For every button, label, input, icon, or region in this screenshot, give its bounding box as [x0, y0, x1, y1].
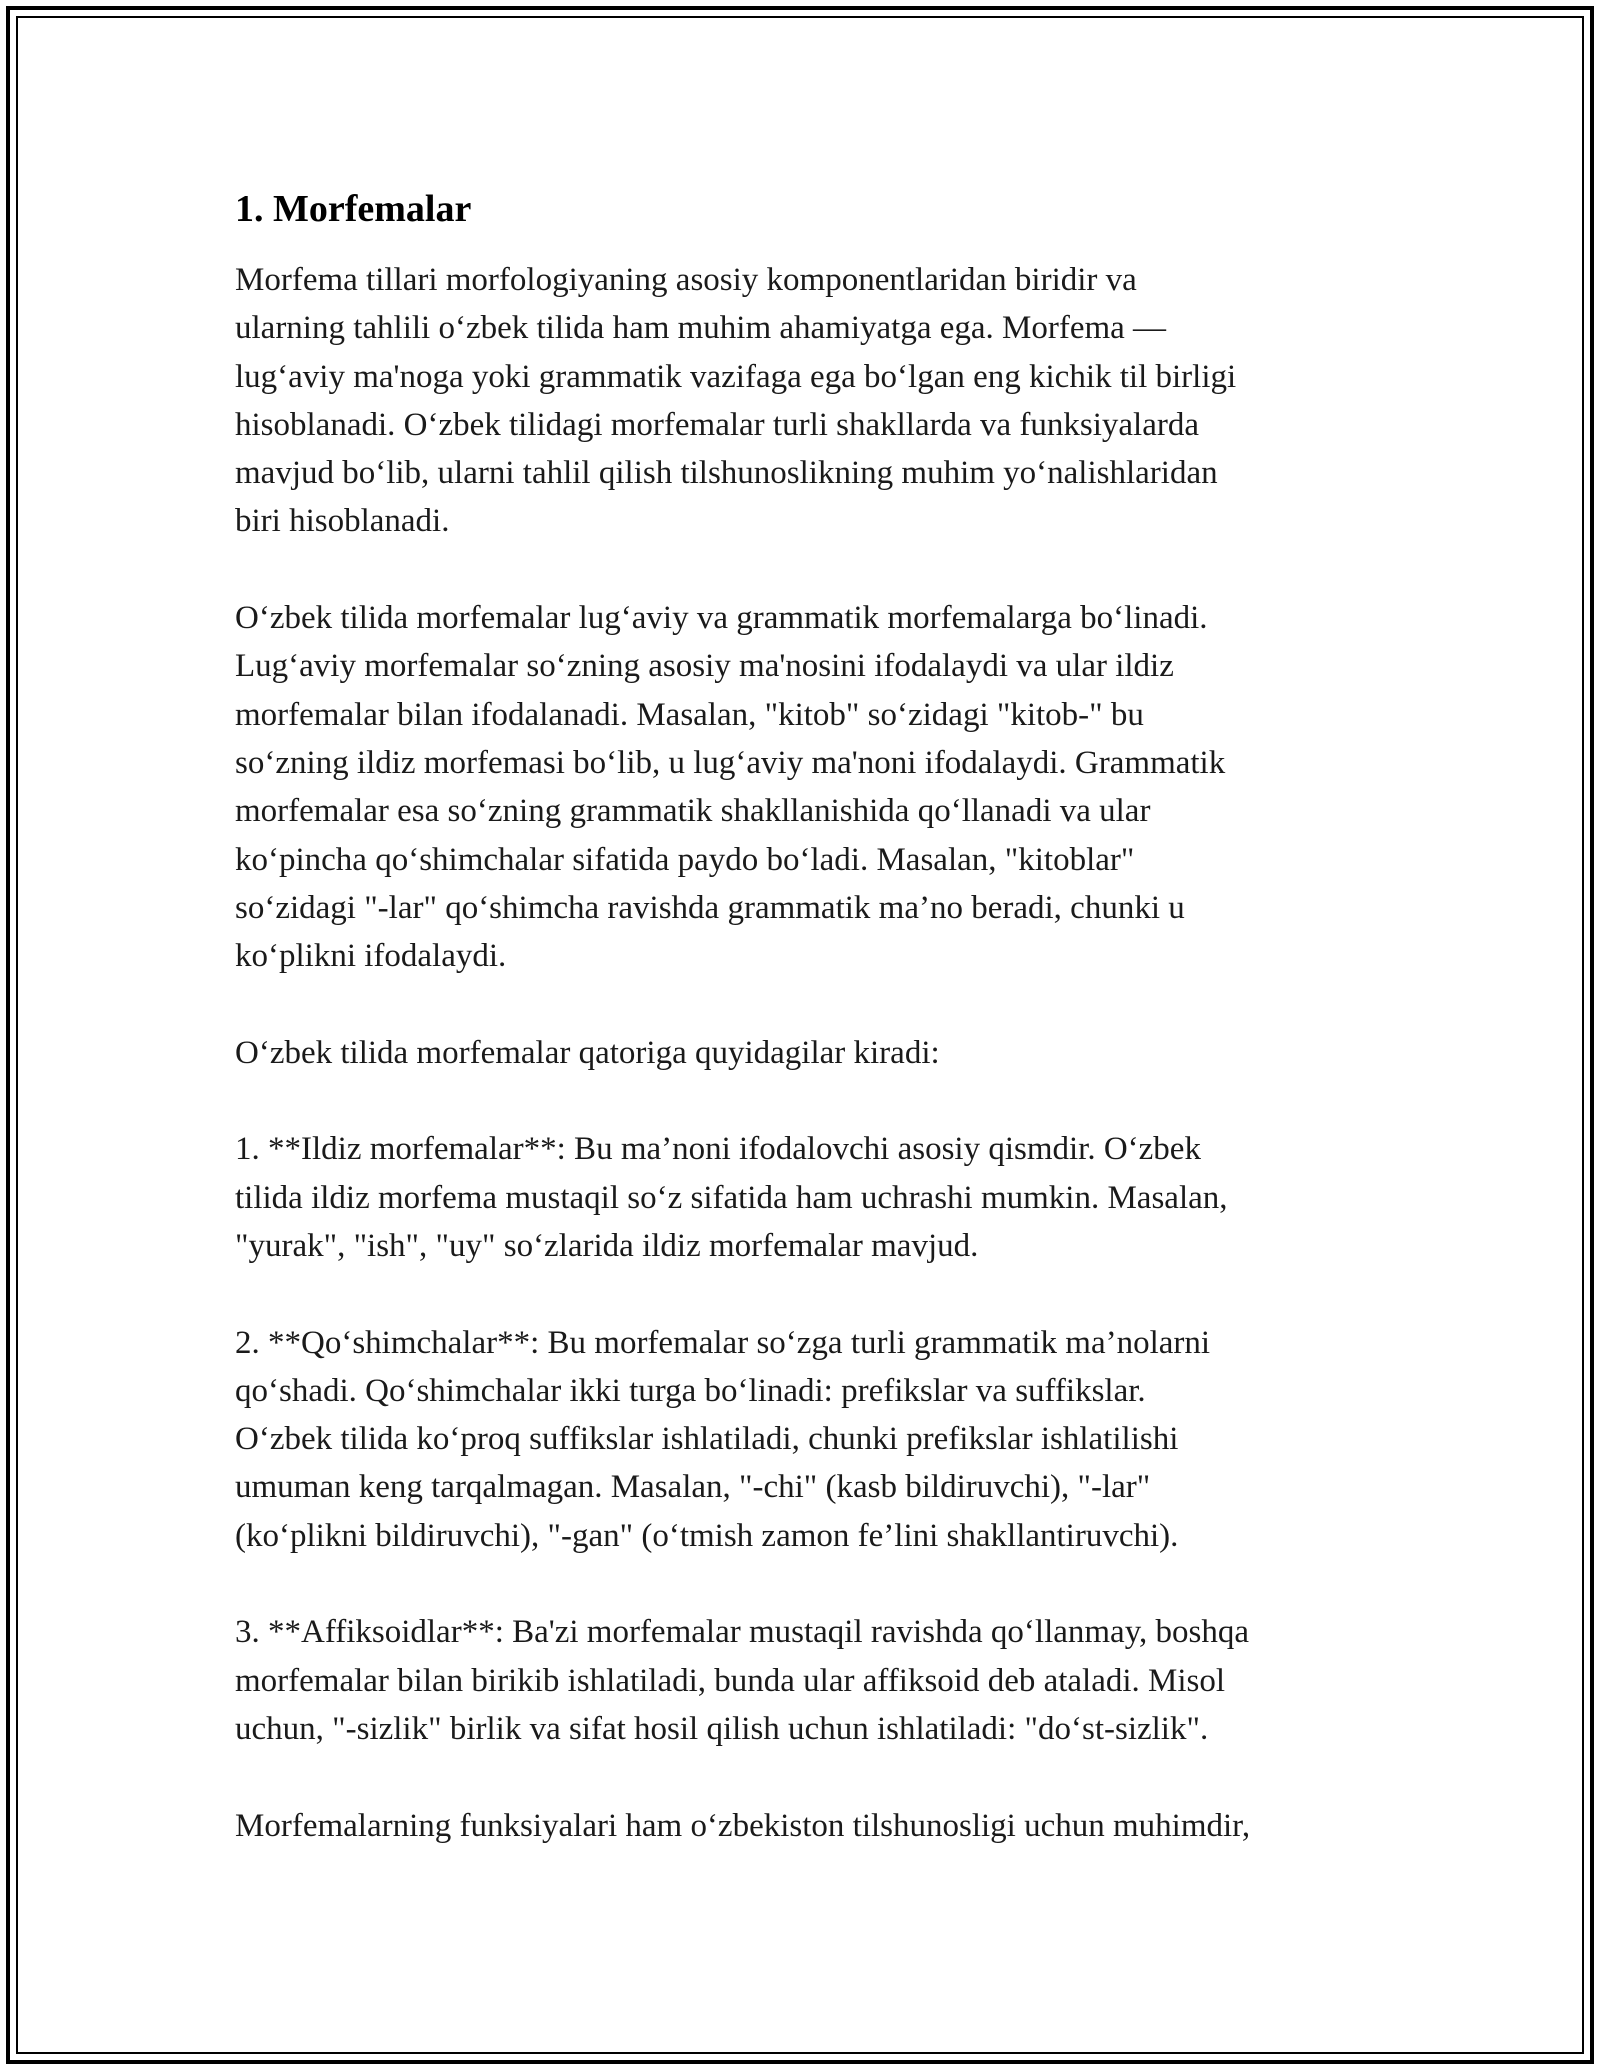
text-line: O‘zbek tilida morfemalar lug‘aviy va grammatik morfemalarga bo‘linadi.	[235, 600, 1208, 637]
text-line: 3. **Affiksoidlar**: Ba'zi morfemalar mustaqil ravishda qo‘llanmay, boshqa	[235, 1614, 1250, 1651]
text-line: ko‘pincha qo‘shimchalar sifatida paydo bo‘ladi. Masalan, "kitoblar"	[235, 841, 1135, 878]
text-line: Lug‘aviy morfemalar so‘zning asosiy ma'nosini ifodalaydi va ular ildiz	[235, 648, 1174, 685]
text-line: morfemalar bilan ifodalanadi. Masalan, "kitob" so‘zidagi "kitob-" bu	[235, 696, 1144, 733]
paragraph-intro	[235, 256, 1405, 546]
section-heading: 1. Morfemalar	[235, 188, 472, 230]
text-line: O‘zbek tilida ko‘proq suffikslar ishlatiladi, chunki prefikslar ishlatilishi	[235, 1421, 1179, 1458]
text-line: 2. **Qo‘shimchalar**: Bu morfemalar so‘zga turli grammatik ma’nolarni	[235, 1324, 1211, 1361]
text-line: uchun, "-sizlik" birlik va sifat hosil qilish uchun ishlatiladi: "do‘st-sizlik".	[235, 1710, 1209, 1747]
paragraph-functions	[235, 1802, 1405, 1850]
text-line: biri hisoblanadi.	[235, 503, 450, 540]
text-line: morfemalar esa so‘zning grammatik shakllanishida qo‘llanadi va ular	[235, 793, 1151, 830]
paragraph-list-intro	[235, 1029, 1405, 1077]
text-line: mavjud bo‘lib, ularni tahlil qilish tilshunoslikning muhim yo‘nalishlaridan	[235, 455, 1218, 492]
text-line: (ko‘plikni bildiruvchi), "-gan" (o‘tmish zamon fe’lini shakllantiruvchi).	[235, 1517, 1179, 1554]
text-line: so‘zidagi "-lar" qo‘shimcha ravishda grammatik ma’no beradi, chunki u	[235, 889, 1185, 926]
text-line: lug‘aviy ma'noga yoki grammatik vazifaga ega bo‘lgan eng kichik til birligi	[235, 358, 1237, 395]
text-line: so‘zning ildiz morfemasi bo‘lib, u lug‘aviy ma'noni ifodalaydi. Grammatik	[235, 744, 1226, 781]
text-line: Morfemalarning funksiyalari ham o‘zbekiston tilshunosligi uchun muhimdir,	[235, 1807, 1251, 1844]
text-line: 1. **Ildiz morfemalar**: Bu ma’noni ifodalovchi asosiy qismdir. O‘zbek	[235, 1131, 1201, 1168]
list-item-root-morphemes	[235, 1125, 1405, 1270]
list-item-affixoids	[235, 1608, 1405, 1753]
text-line: hisoblanadi. O‘zbek tilidagi morfemalar turli shakllarda va funksiyalarda	[235, 406, 1200, 443]
text-line: ularning tahlili o‘zbek tilida ham muhim ahamiyatga ega. Morfema —	[235, 310, 1167, 347]
text-line: qo‘shadi. Qo‘shimchalar ikki turga bo‘linadi: prefikslar va suffikslar.	[235, 1372, 1146, 1409]
text-line: umuman keng tarqalmagan. Masalan, "-chi" (kasb bildiruvchi), "-lar"	[235, 1469, 1151, 1506]
text-line: "yurak", "ish", "uy" so‘zlarida ildiz morfemalar mavjud.	[235, 1227, 979, 1264]
text-line: morfemalar bilan birikib ishlatiladi, bunda ular affiksoid deb ataladi. Misol	[235, 1662, 1226, 1699]
text-line: O‘zbek tilida morfemalar qatoriga quyidagilar kiradi:	[235, 1034, 940, 1071]
text-line: ko‘plikni ifodalaydi.	[235, 938, 507, 975]
paragraph-lexical-grammatical	[235, 594, 1405, 980]
document-page	[235, 185, 1405, 1898]
text-line: tilida ildiz morfema mustaqil so‘z sifatida ham uchrashi mumkin. Masalan,	[235, 1179, 1228, 1216]
list-item-suffixes	[235, 1319, 1405, 1560]
text-line: Morfema tillari morfologiyaning asosiy komponentlaridan biridir va	[235, 262, 1137, 298]
